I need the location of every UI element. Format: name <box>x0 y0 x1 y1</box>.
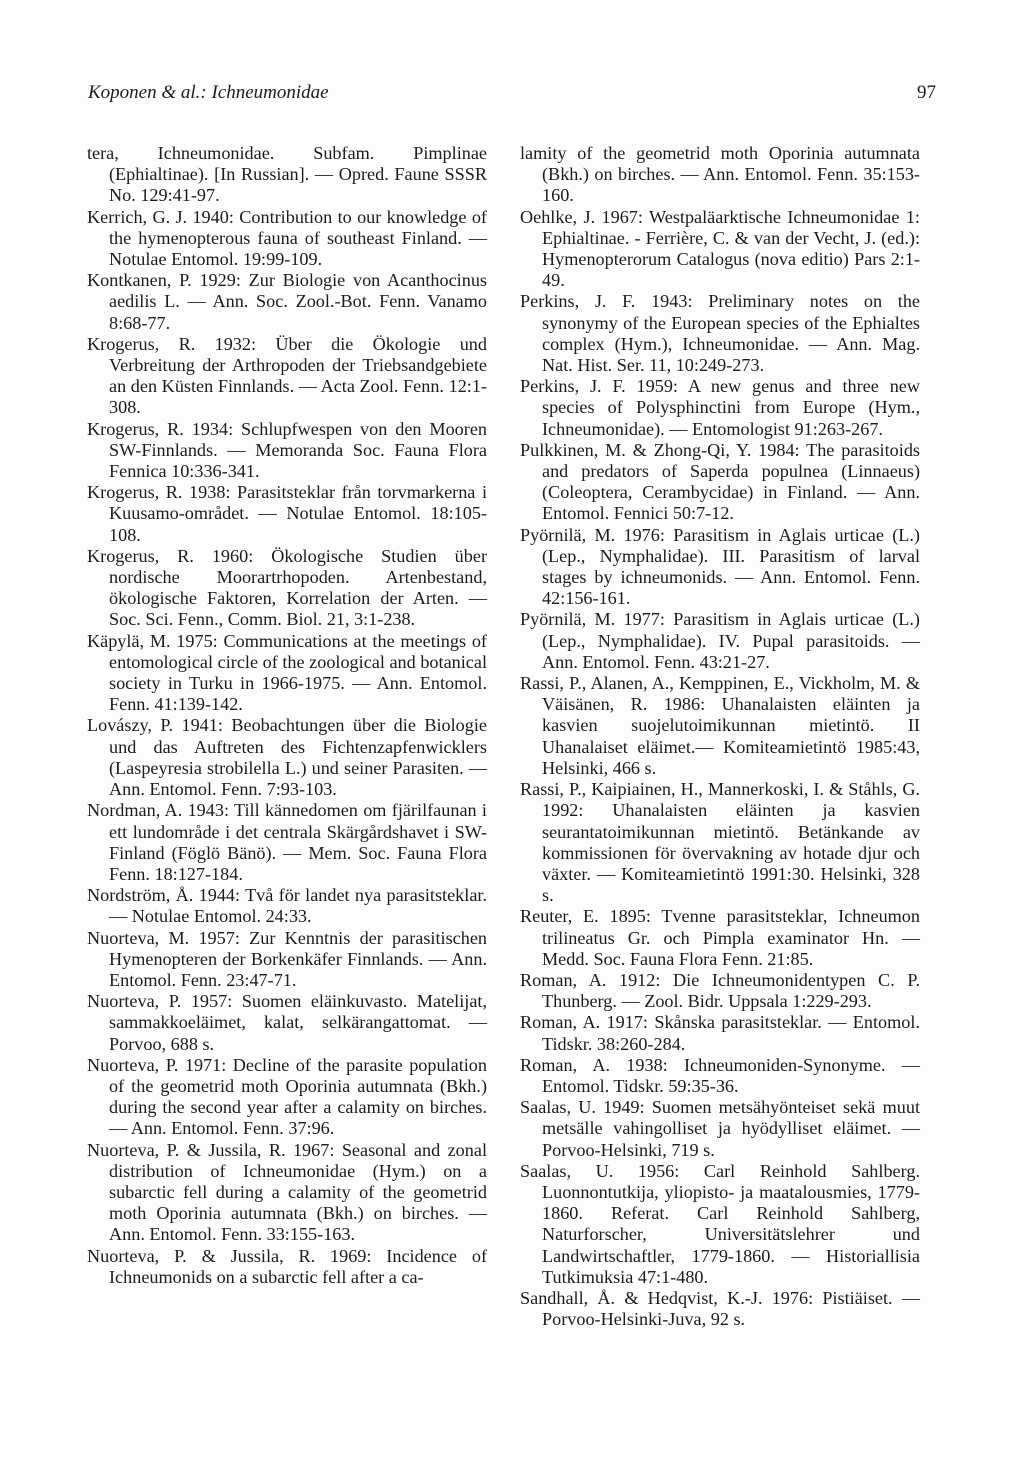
reference-entry: Nuorteva, M. 1957: Zur Kenntnis der parasitischen Hymenopteren der Borkenkäfer Finnlands. — Ann. Entomol. Fenn. 23:47-71. <box>87 927 487 990</box>
reference-entry: Perkins, J. F. 1959: A new genus and three new species of Polysphinctini from Europe (Hym., Ichneumonidae). — Entomologist 91:263-267. <box>520 376 920 439</box>
reference-entry: Nordström, Å. 1944: Två för landet nya parasitsteklar. — Notulae Entomol. 24:33. <box>87 885 487 927</box>
reference-entry: Nuorteva, P. 1971: Decline of the parasite population of the geometrid moth Oporinia autumnata (Bkh.) during the second year after a calamity on birches. — Ann. Entomol. Fenn. 37:96. <box>87 1054 487 1139</box>
reference-entry: Saalas, U. 1949: Suomen metsähyönteiset sekä muut metsälle vahingolliset ja hyödylliset eläimet. — Porvoo-Helsinki, 719 s. <box>520 1097 920 1160</box>
reference-entry: Oehlke, J. 1967: Westpaläarktische Ichneumonidae 1: Ephialtinae. - Ferrière, C. & van der Vecht, J. (ed.): Hymenopterorum Catalogus (nova editio) Pars 2:1-49. <box>520 206 920 291</box>
reference-entry: Nuorteva, P. & Jussila, R. 1969: Incidence of Ichneumonids on a subarctic fell after a ca- <box>87 1245 487 1287</box>
reference-entry: Lovászy, P. 1941: Beobachtungen über die Biologie und das Auftreten des Fichtenzapfenwicklers (Laspeyresia strobilella L.) und seiner Parasiten. — Ann. Entomol. Fenn. 7:93-103. <box>87 715 487 800</box>
reference-entry: Roman, A. 1917: Skånska parasitsteklar. — Entomol. Tidskr. 38:260-284. <box>520 1012 920 1054</box>
reference-entry: Krogerus, R. 1934: Schlupfwespen von den Mooren SW-Finnlands. — Memoranda Soc. Fauna Flora Fennica 10:336-341. <box>87 418 487 482</box>
reference-entry: Perkins, J. F. 1943: Preliminary notes on the synonymy of the European species of the Ephialtes complex (Hym.), Ichneumonidae. — Ann. Mag. Nat. Hist. Ser. 11, 10:249-273. <box>520 291 920 376</box>
reference-entry: Käpylä, M. 1975: Communications at the meetings of entomological circle of the zoological and botanical society in Turku in 1966-1975. — Ann. Entomol. Fenn. 41:139-142. <box>87 630 487 715</box>
reference-entry: Krogerus, R. 1938: Parasitsteklar från torvmarkerna i Kuusamo-området. — Notulae Entomol. 18:105-108. <box>87 482 487 545</box>
reference-entry: Roman, A. 1912: Die Ichneumonidentypen C. P. Thunberg. — Zool. Bidr. Uppsala 1:229-293. <box>520 969 920 1012</box>
reference-entry: Krogerus, R. 1960: Ökologische Studien über nordische Moorartrhopoden. Artenbestand, ökologische Faktoren, Korrelation der Arten. — Soc. Sci. Fenn., Comm. Biol. 21, 3:1-238. <box>87 545 487 630</box>
reference-entry: Sandhall, Å. & Hedqvist, K.-J. 1976: Pistiäiset. — Porvoo-Helsinki-Juva, 92 s. <box>520 1287 920 1330</box>
reference-entry: Saalas, U. 1956: Carl Reinhold Sahlberg. Luonnontutkija, yliopisto- ja maatalousmies, 1779-1860. Referat. Carl Reinhold Sahlberg, Naturforscher, Universitätslehrer und Landwirtschaftler, 1779-1860. — Historiallisia Tutkimuksia 47:1-480. <box>520 1160 920 1287</box>
reference-entry: lamity of the geometrid moth Oporinia autumnata (Bkh.) on birches. — Ann. Entomol. Fenn. 35:153-160. <box>520 143 920 206</box>
reference-entry: Kontkanen, P. 1929: Zur Biologie von Acanthocinus aedilis L. — Ann. Soc. Zool.-Bot. Fenn. Vanamo 8:68-77. <box>87 270 487 333</box>
page-number: 97 <box>917 82 936 103</box>
reference-entry: Reuter, E. 1895: Tvenne parasitsteklar, Ichneumon trilineatus Gr. och Pimpla examinator Hn. — Medd. Soc. Fauna Flora Fenn. 21:85. <box>520 906 920 969</box>
reference-entry: Pyörnilä, M. 1977: Parasitism in Aglais urticae (L.) (Lep., Nymphalidae). IV. Pupal parasitoids. — Ann. Entomol. Fenn. 43:21-27. <box>520 609 920 672</box>
reference-entry: Nuorteva, P. & Jussila, R. 1967: Seasonal and zonal distribution of Ichneumonidae (Hym.) on a subarctic fell during a calamity of the geometrid moth Oporinia autumnata (Bkh.) on birches. — Ann. Entomol. Fenn. 33:155-163. <box>87 1139 487 1245</box>
running-title: Koponen & al.: Ichneumonidae <box>88 82 329 103</box>
reference-entry: tera, Ichneumonidae. Subfam. Pimplinae (Ephialtinae). [In Russian]. — Opred. Faune SSSR No. 129:41-97. <box>87 143 487 206</box>
reference-entry: Pyörnilä, M. 1976: Parasitism in Aglais urticae (L.) (Lep., Nymphalidae). III. Parasitism of larval stages by ichneumonids. — Ann. Entomol. Fenn. 42:156-161. <box>520 524 920 609</box>
reference-entry: Rassi, P., Alanen, A., Kemppinen, E., Vickholm, M. & Väisänen, R. 1986: Uhanalaisten eläinten ja kasvien suojelutoimikunnan mietintö. II Uhanalaiset eläimet.— Komiteamietintö 1985:43, Helsinki, 466 s. <box>520 673 920 778</box>
reference-entry: Rassi, P., Kaipiainen, H., Mannerkoski, I. & Ståhls, G. 1992: Uhanalaisten eläinten ja kasvien seurantatoimikunnan mietintö. Betänkande av kommissionen för övervakning av hotade djur och växter. — Komiteamietintö 1991:30. Helsinki, 328 s. <box>520 779 920 906</box>
reference-entry: Nuorteva, P. 1957: Suomen eläinkuvasto. Matelijat, sammakkoeläimet, kalat, selkärangattomat. — Porvoo, 688 s. <box>87 991 487 1054</box>
reference-entry: Krogerus, R. 1932: Über die Ökologie und Verbreitung der Arthropoden der Triebsandgebiete an den Küsten Finnlands. — Acta Zool. Fenn. 12:1-308. <box>87 333 487 418</box>
reference-entry: Roman, A. 1938: Ichneumoniden-Synonyme. — Entomol. Tidskr. 59:35-36. <box>520 1054 920 1096</box>
reference-entry: Pulkkinen, M. & Zhong-Qi, Y. 1984: The parasitoids and predators of Saperda populnea (Linnaeus) (Coleoptera, Cerambycidae) in Finland. — Ann. Entomol. Fennici 50:7-12. <box>520 439 920 524</box>
references-left-column <box>87 143 487 1288</box>
running-header <box>88 82 936 112</box>
references-right-column <box>520 143 920 1330</box>
reference-entry: Nordman, A. 1943: Till kännedomen om fjärilfaunan i ett lundområde i det centrala Skärgårdshavet i SW-Finland (Föglö Bänö). — Mem. Soc. Fauna Flora Fenn. 18:127-184. <box>87 800 487 884</box>
reference-entry: Kerrich, G. J. 1940: Contribution to our knowledge of the hymenopterous fauna of southeast Finland. — Notulae Entomol. 19:99-109. <box>87 206 487 270</box>
